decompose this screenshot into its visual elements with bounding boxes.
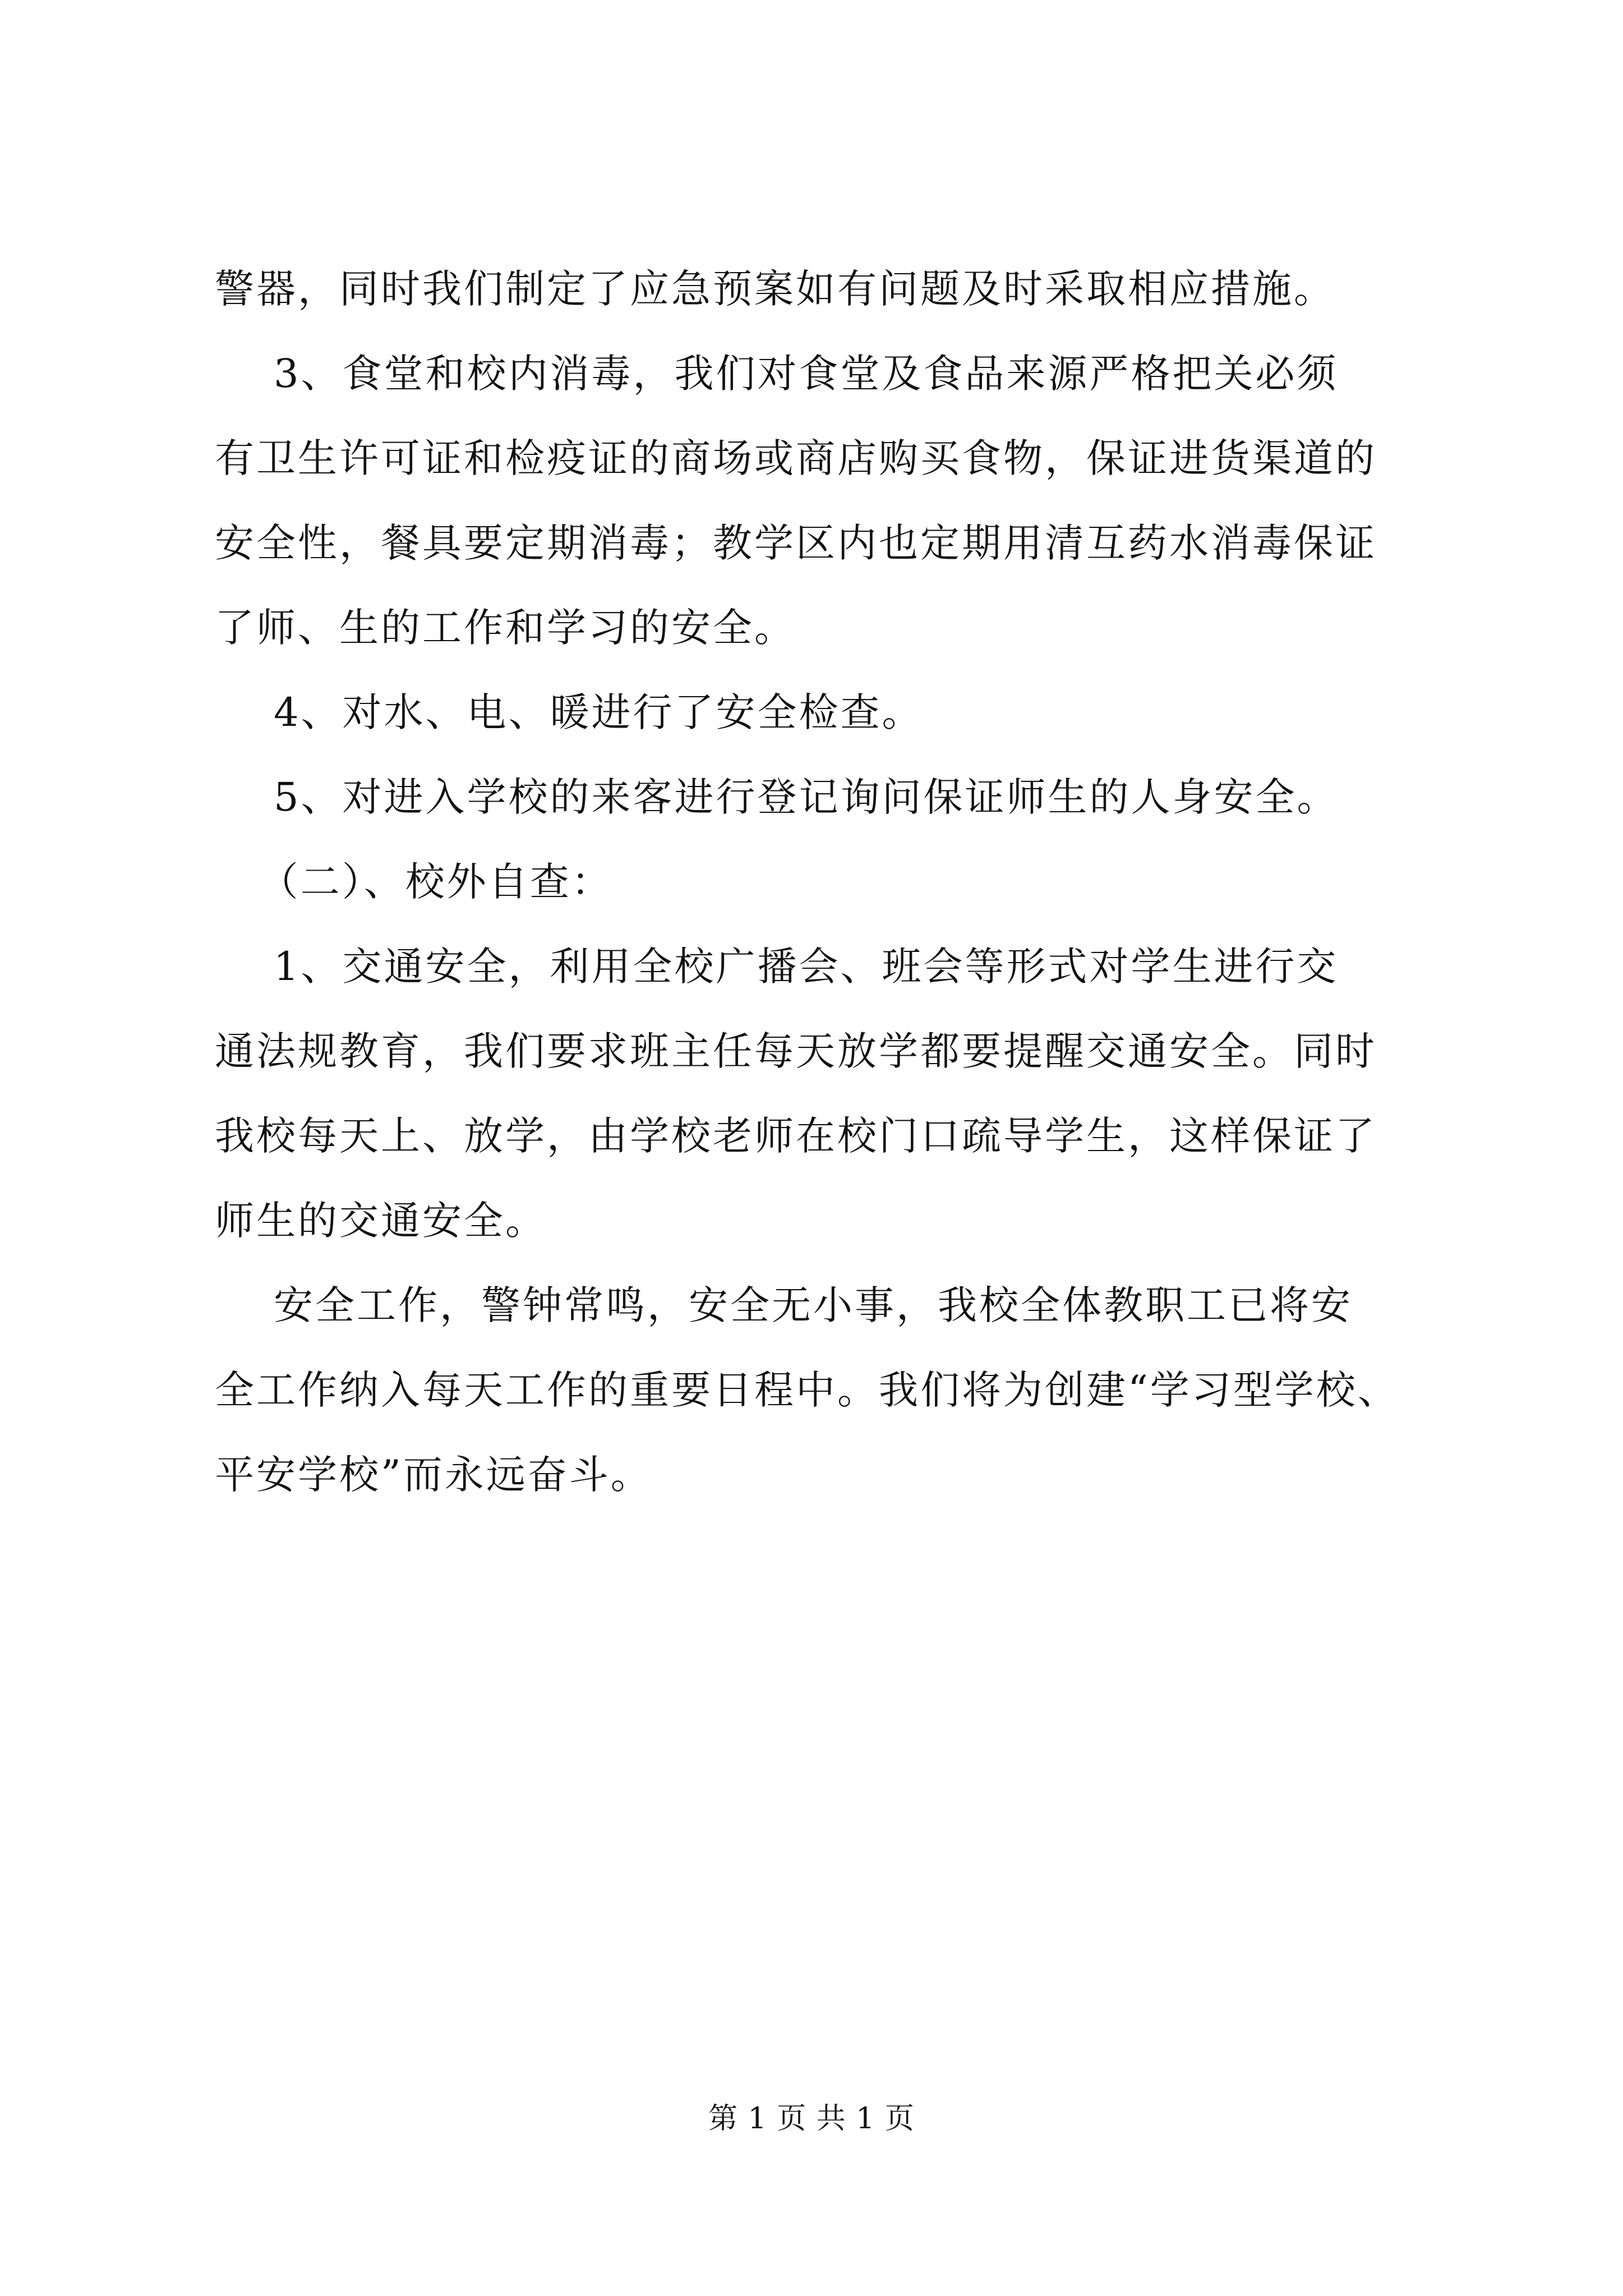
body-line: 全工作纳入每天工作的重要日程中。我们将为创建“学习型学校、 [215, 1367, 1399, 1413]
body-line: 了师、生的工作和学习的安全。 [215, 605, 796, 651]
body-line: 5、对进入学校的来客进行登记询问保证师生的人身安全。 [215, 774, 1339, 820]
body-line: 师生的交通安全。 [215, 1198, 547, 1244]
page-number-footer: 第 1 页 共 1 页 [708, 2102, 915, 2136]
body-line: 安全性，餐具要定期消毒；教学区内也定期用清互药水消毒保证 [215, 520, 1377, 566]
body-line: 通法规教育，我们要求班主任每天放学都要提醒交通安全。同时 [215, 1028, 1377, 1074]
body-line: 有卫生许可证和检疫证的商场或商店购买食物，保证进货渠道的 [215, 435, 1377, 481]
body-line: 警器，同时我们制定了应急预案如有问题及时采取相应措施。 [215, 266, 1335, 312]
body-line: 4、对水、电、暖进行了安全检查。 [215, 689, 924, 735]
section-heading: （二）、校外自查： [215, 859, 613, 905]
body-line: 1、交通安全，利用全校广播会、班会等形式对学生进行交 [215, 944, 1339, 990]
body-line: 我校每天上、放学，由学校老师在校门口疏导学生，这样保证了 [215, 1113, 1377, 1159]
body-line: 平安学校”而永远奋斗。 [215, 1452, 652, 1498]
body-line: 安全工作，警钟常鸣，安全无小事，我校全体教职工已将安 [215, 1282, 1353, 1328]
document-body [215, 247, 1426, 1517]
body-line: 3、食堂和校内消毒，我们对食堂及食品来源严格把关必须 [215, 351, 1339, 397]
